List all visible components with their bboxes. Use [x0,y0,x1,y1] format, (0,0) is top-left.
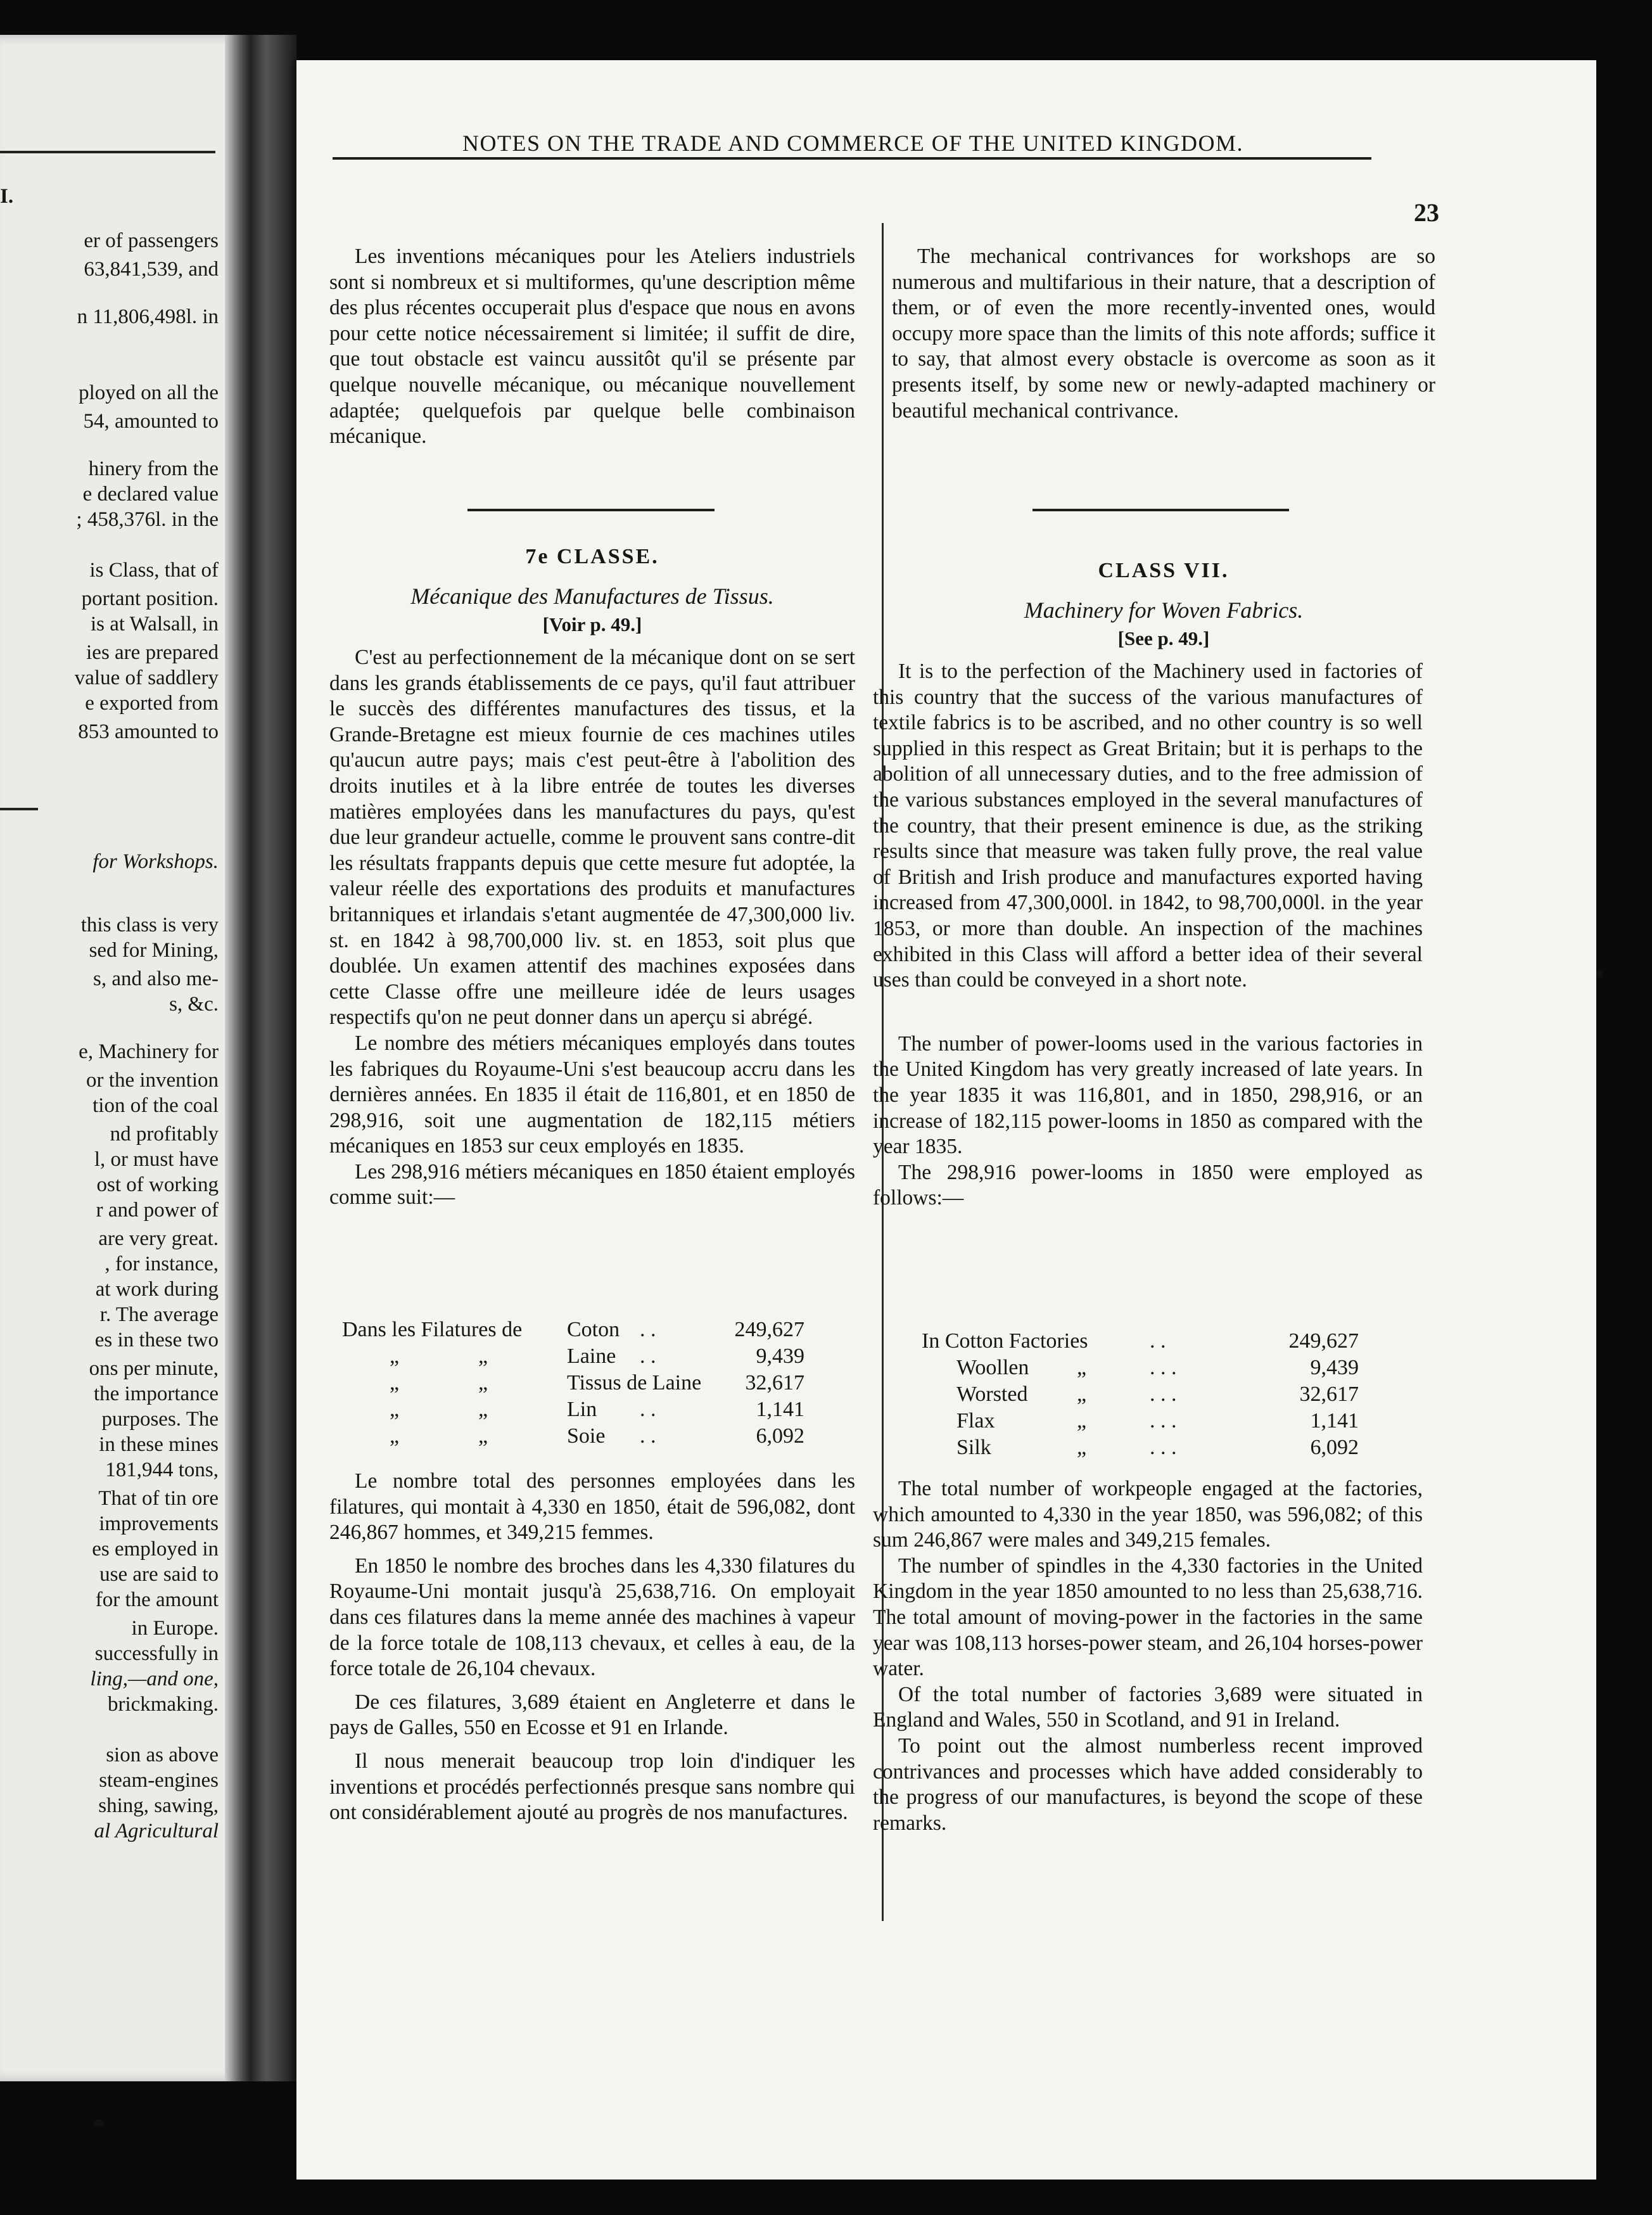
english-loom-table [922,1328,1365,1461]
previous-page-line: al Agricultural [94,1820,219,1842]
fibre-label: Coton [567,1318,620,1341]
french-intro [329,244,855,450]
loom-count: 1,141 [1310,1409,1359,1433]
row-label: Silk [956,1436,991,1459]
previous-page-line: nd profitably [110,1123,219,1146]
table-row [342,1317,823,1343]
previous-page-line: I. [0,185,14,208]
section-rule-french [467,509,715,511]
row-label: Woollen [956,1356,1029,1379]
ditto-mark: „ [1077,1356,1087,1379]
english-para-7: To point out the almost numberless recent improved contrivances and processes which have added considerably to the progress of our manufactures, is beyond the scope of these remarks. [873,1733,1423,1835]
english-para-1: It is to the perfection of the Machinery used in factories of this country that the success of the various manufactures of textile fabrics is to be ascribed, and no other country is so well supplied in this respect as Great Britain; but it is perhaps to the abolition of all unnecessary duties, and to the free admission of the various substances employed in the several manufactures of the country, that their present eminence is due, as the striking results since that measure was taken fully prove, the real value of British and Irish produce and manufactures exported having increased from 47,300,000l. in 1842, to 98,700,000l. in the year 1853, or more than double. An inspection of the machines exhibited in this Class will afford a better idea of their several uses than could be conveyed in a short note. [873,660,1423,992]
english-class-subtitle: Machinery for Woven Fabrics. [1024,597,1304,623]
previous-page-line: for Workshops. [92,850,219,873]
previous-page-line: is Class, that of [89,559,219,582]
english-body-1 [873,659,1423,1211]
fibre-label: Lin [567,1398,597,1421]
previous-page-line: ; 458,376l. in the [76,508,219,531]
french-para-1: C'est au perfectionnement de la mécanique dont on se sert dans les grands établissements de ce pays, qu'il faut attribuer le succès des différentes manufactures des tissus, et la Grande-Bretagne est mieux fournie de ces machines utiles qu'aucun autre pays; mais c'est peut-être à l'abolition des droits inutiles et à la libre entrée de toutes les diverses matières employées dans les manufactures du pays, qu'est due leur grandeur actuelle, comme le prouvent sans contre-dit les résultats frappants depuis que cette mesure fut adoptée, la valeur réelle des exportations des produits et manufactures britanniques et irlandais s'etant augmentée de 47,300,000 liv. st. en 1842 à 98,700,000 liv. st. en 1853, soit plus que doublée. Un examen attentif des machines exposées dans cette Classe offre une meilleure idée de leurs usages respectifs qu'on ne peut donner dans un aperçu si abrégé. [329,646,855,1030]
fibre-label: Soie [567,1424,606,1448]
table-row [922,1381,1365,1408]
table-row [342,1343,823,1370]
loom-count: 249,627 [734,1318,804,1341]
leader-dots: . . [1150,1329,1166,1353]
row-label: „ [390,1424,400,1448]
row-label: Dans les Filatures de [342,1318,523,1341]
leader-dots: . . . [1150,1356,1177,1379]
ink-speck [1596,969,1603,978]
previous-page-line: ling,—and one, [90,1668,219,1690]
ditto-mark: „ [1077,1409,1087,1433]
leader-dots: . . [640,1424,656,1448]
french-para-2: Le nombre des métiers mécaniques employés dans toutes les fabriques du Royaume-Uni s'est beaucoup accru dans les dernières années. En 1835 il était de 116,801, et en 1850 de 298,916, soit une augmentation de 182,115 métiers mécaniques en 1853 sur ceux employés en 1835. [329,1031,855,1158]
french-para-5: En 1850 le nombre des broches dans les 4,330 filatures du Royaume-Uni montait jusqu'à 25,638,716. On employait dans ces filatures dans la meme année des machines à vapeur de la force totale de 108,113 chevaux, et celles à eau, de la force totale de 26,104 chevaux. [329,1554,855,1681]
previous-page-line: for the amount [95,1588,219,1611]
english-intro [892,244,1435,424]
previous-page-line: sion as above [106,1744,219,1766]
french-class-subtitle: Mécanique des Manufactures de Tissus. [410,584,774,609]
english-body-2 [873,1476,1423,1836]
previous-page-line: brickmaking. [107,1693,219,1716]
english-para-2: The number of power-looms used in the various factories in the United Kingdom has very greatly increased of late years. In the year 1835 it was 116,801, and in 1850, 298,916, or an increase of 182,115 power-looms in 1850 as compared with the year 1835. [873,1031,1423,1159]
french-para-4: Le nombre total des personnes employées dans les filatures, qui montait à 4,330 en 1850, était de 596,082, dont 246,867 hommes, et 349,215 femmes. [329,1469,855,1545]
ditto-mark: „ [478,1398,488,1421]
loom-count: 9,439 [756,1344,804,1368]
leader-dots: . . [640,1318,656,1341]
french-class-ref: [Voir p. 49.] [542,613,642,635]
loom-count: 32,617 [1299,1382,1359,1406]
fibre-label: Laine [567,1344,616,1368]
french-body-1 [329,645,855,1211]
previous-page-line: 54, amounted to [83,410,219,433]
table-row [922,1408,1365,1434]
previous-page-line: r. The average [99,1303,219,1326]
previous-page-line: 181,944 tons, [105,1459,219,1481]
ditto-mark: „ [1077,1436,1087,1459]
previous-page-line: 63,841,539, and [84,258,219,281]
previous-page-header-rule [0,151,215,153]
row-label: Flax [956,1409,995,1433]
french-para-3: Les 298,916 métiers mécaniques en 1850 étaient employés comme suit:— [329,1159,855,1210]
section-rule-english [1032,509,1289,511]
previous-page-line: s, and also me- [93,967,219,990]
english-class-title: CLASS VII. [1098,559,1229,582]
previous-page-line: That of tin ore [98,1487,219,1510]
previous-page-line: l, or must have [94,1148,219,1171]
english-class-ref: [See p. 49.] [1117,627,1210,649]
previous-page-line: n 11,806,498l. in [77,305,219,328]
previous-page-line: purposes. The [101,1408,219,1431]
previous-page-line: at work during [95,1278,219,1301]
previous-page-line: use are said to [99,1563,219,1586]
english-para-6: Of the total number of factories 3,689 were situated in England and Wales, 550 in Scotland, and 91 in Ireland. [873,1682,1423,1732]
previous-page-line: er of passengers [84,229,219,252]
fibre-label: Tissus de Laine [567,1371,702,1395]
ditto-mark: „ [478,1371,488,1395]
french-body-2 [329,1469,855,1826]
page-number: 23 [1414,198,1439,227]
previous-page-line: is at Walsall, in [90,613,219,635]
loom-count: 6,092 [1310,1436,1359,1459]
ink-speck [94,2119,104,2127]
loom-count: 249,627 [1288,1329,1359,1353]
previous-page-line: sed for Mining, [89,939,219,962]
previous-page-line: in these mines [99,1433,219,1456]
previous-page-line: , for instance, [105,1253,219,1275]
leader-dots: . . [640,1398,656,1421]
row-label: Worsted [956,1382,1028,1406]
table-row [922,1328,1365,1355]
english-intro-text: The mechanical contrivances for workshops are so numerous and multifarious in their nature, that a description of them, or of even the more recently-invented ones, would occupy more space than the limits of this note affords; suffice it to say, that almost every obstacle is overcome as soon as it presents itself, by some new or newly-adapted machinery or beautiful mechanical contrivance. [892,245,1435,423]
previous-page-line: r and power of [96,1199,219,1222]
row-label: „ [390,1344,400,1368]
french-para-7: Il nous menerait beaucoup trop loin d'indiquer les inventions et procédés perfectionnés presque sans nombre qui ont considérablement ajouté au progrès de nos manufactures. [329,1749,855,1825]
french-loom-table [342,1317,823,1450]
previous-page-line: shing, sawing, [98,1794,219,1817]
header-rule [333,157,1371,160]
ditto-mark: „ [478,1424,488,1448]
previous-page-line: successfully in [94,1642,219,1665]
previous-page-line: are very great. [98,1227,219,1250]
previous-page-line: improvements [99,1512,219,1535]
previous-page-line: ons per minute, [89,1357,219,1380]
loom-count: 1,141 [756,1398,804,1421]
english-para-3: The 298,916 power-looms in 1850 were employed as follows:— [873,1160,1423,1210]
previous-page-line: the importance [93,1382,219,1405]
english-para-5: The number of spindles in the 4,330 factories in the United Kingdom in the year 1850 amounted to no less than 25,638,716. The total amount of moving-power in the factories in the same year was 108,113 horses-power steam, and 26,104 horses-power water. [873,1554,1423,1681]
previous-page-line: in Europe. [131,1617,219,1640]
previous-page-line: or the invention [86,1069,219,1092]
french-intro-text: Les inventions mécaniques pour les Ateliers industriels sont si nombreux et si multiformes, qu'une description même des plus récentes occuperait plus d'espace que nous en avons pour cette notice nécessairement si limitée; il suffit de dire, que tout obstacle est vaincu aussitôt qu'il se présente par quelque nouvelle mécanique, ou mécanique nouvellement adaptée; quelquefois par quelque belle combinaison mécanique. [329,245,855,449]
leader-dots: . . . [1150,1409,1177,1433]
previous-page-line: steam-engines [99,1769,219,1792]
book-gutter [225,35,250,2081]
previous-page-line: ployed on all the [79,381,219,404]
previous-page-line: ies are prepared [86,641,219,664]
previous-page-line: s, &c. [169,993,219,1016]
previous-page-line: tion of the coal [92,1094,219,1117]
table-row [342,1423,823,1450]
table-row [342,1370,823,1396]
leader-dots: . . . [1150,1436,1177,1459]
ditto-mark: „ [1077,1382,1087,1406]
row-label: „ [390,1371,400,1395]
table-row [922,1434,1365,1461]
previous-page-line: es employed in [92,1538,219,1561]
running-head: NOTES ON THE TRADE AND COMMERCE OF THE UNITED KINGDOM. [462,131,1243,156]
previous-page-line: 853 amounted to [78,720,219,743]
french-para-6: De ces filatures, 3,689 étaient en Angleterre et dans le pays de Galles, 550 en Ecosse et 91 en Irlande. [329,1690,855,1740]
previous-page-line: this class is very [80,914,219,936]
previous-page-line: value of saddlery [74,667,219,689]
leader-dots: . . . [1150,1382,1177,1406]
row-label: In Cotton Factories [922,1329,1088,1353]
previous-page-fragment [0,35,250,2081]
english-para-4: The total number of workpeople engaged at the factories, which amounted to 4,330 in the year 1850, was 596,082; of this sum 246,867 were males and 349,215 females. [873,1477,1423,1552]
loom-count: 32,617 [745,1371,804,1395]
leader-dots: . . [640,1344,656,1368]
table-row [922,1355,1365,1381]
previous-page-rule [0,808,38,810]
previous-page-line: e, Machinery for [79,1040,219,1063]
previous-page-line: es in these two [94,1329,219,1351]
french-class-title: 7e CLASSE. [525,545,659,568]
table-row [342,1396,823,1423]
previous-page-line: e exported from [85,692,219,715]
row-label: „ [390,1398,400,1421]
loom-count: 6,092 [756,1424,804,1448]
previous-page-line: hinery from the [88,457,219,480]
ditto-mark: „ [478,1344,488,1368]
previous-page-line: ost of working [96,1173,219,1196]
previous-page-line: portant position. [81,587,219,610]
binding-shadow [250,35,296,2081]
previous-page-line: e declared value [82,483,219,506]
loom-count: 9,439 [1310,1356,1359,1379]
